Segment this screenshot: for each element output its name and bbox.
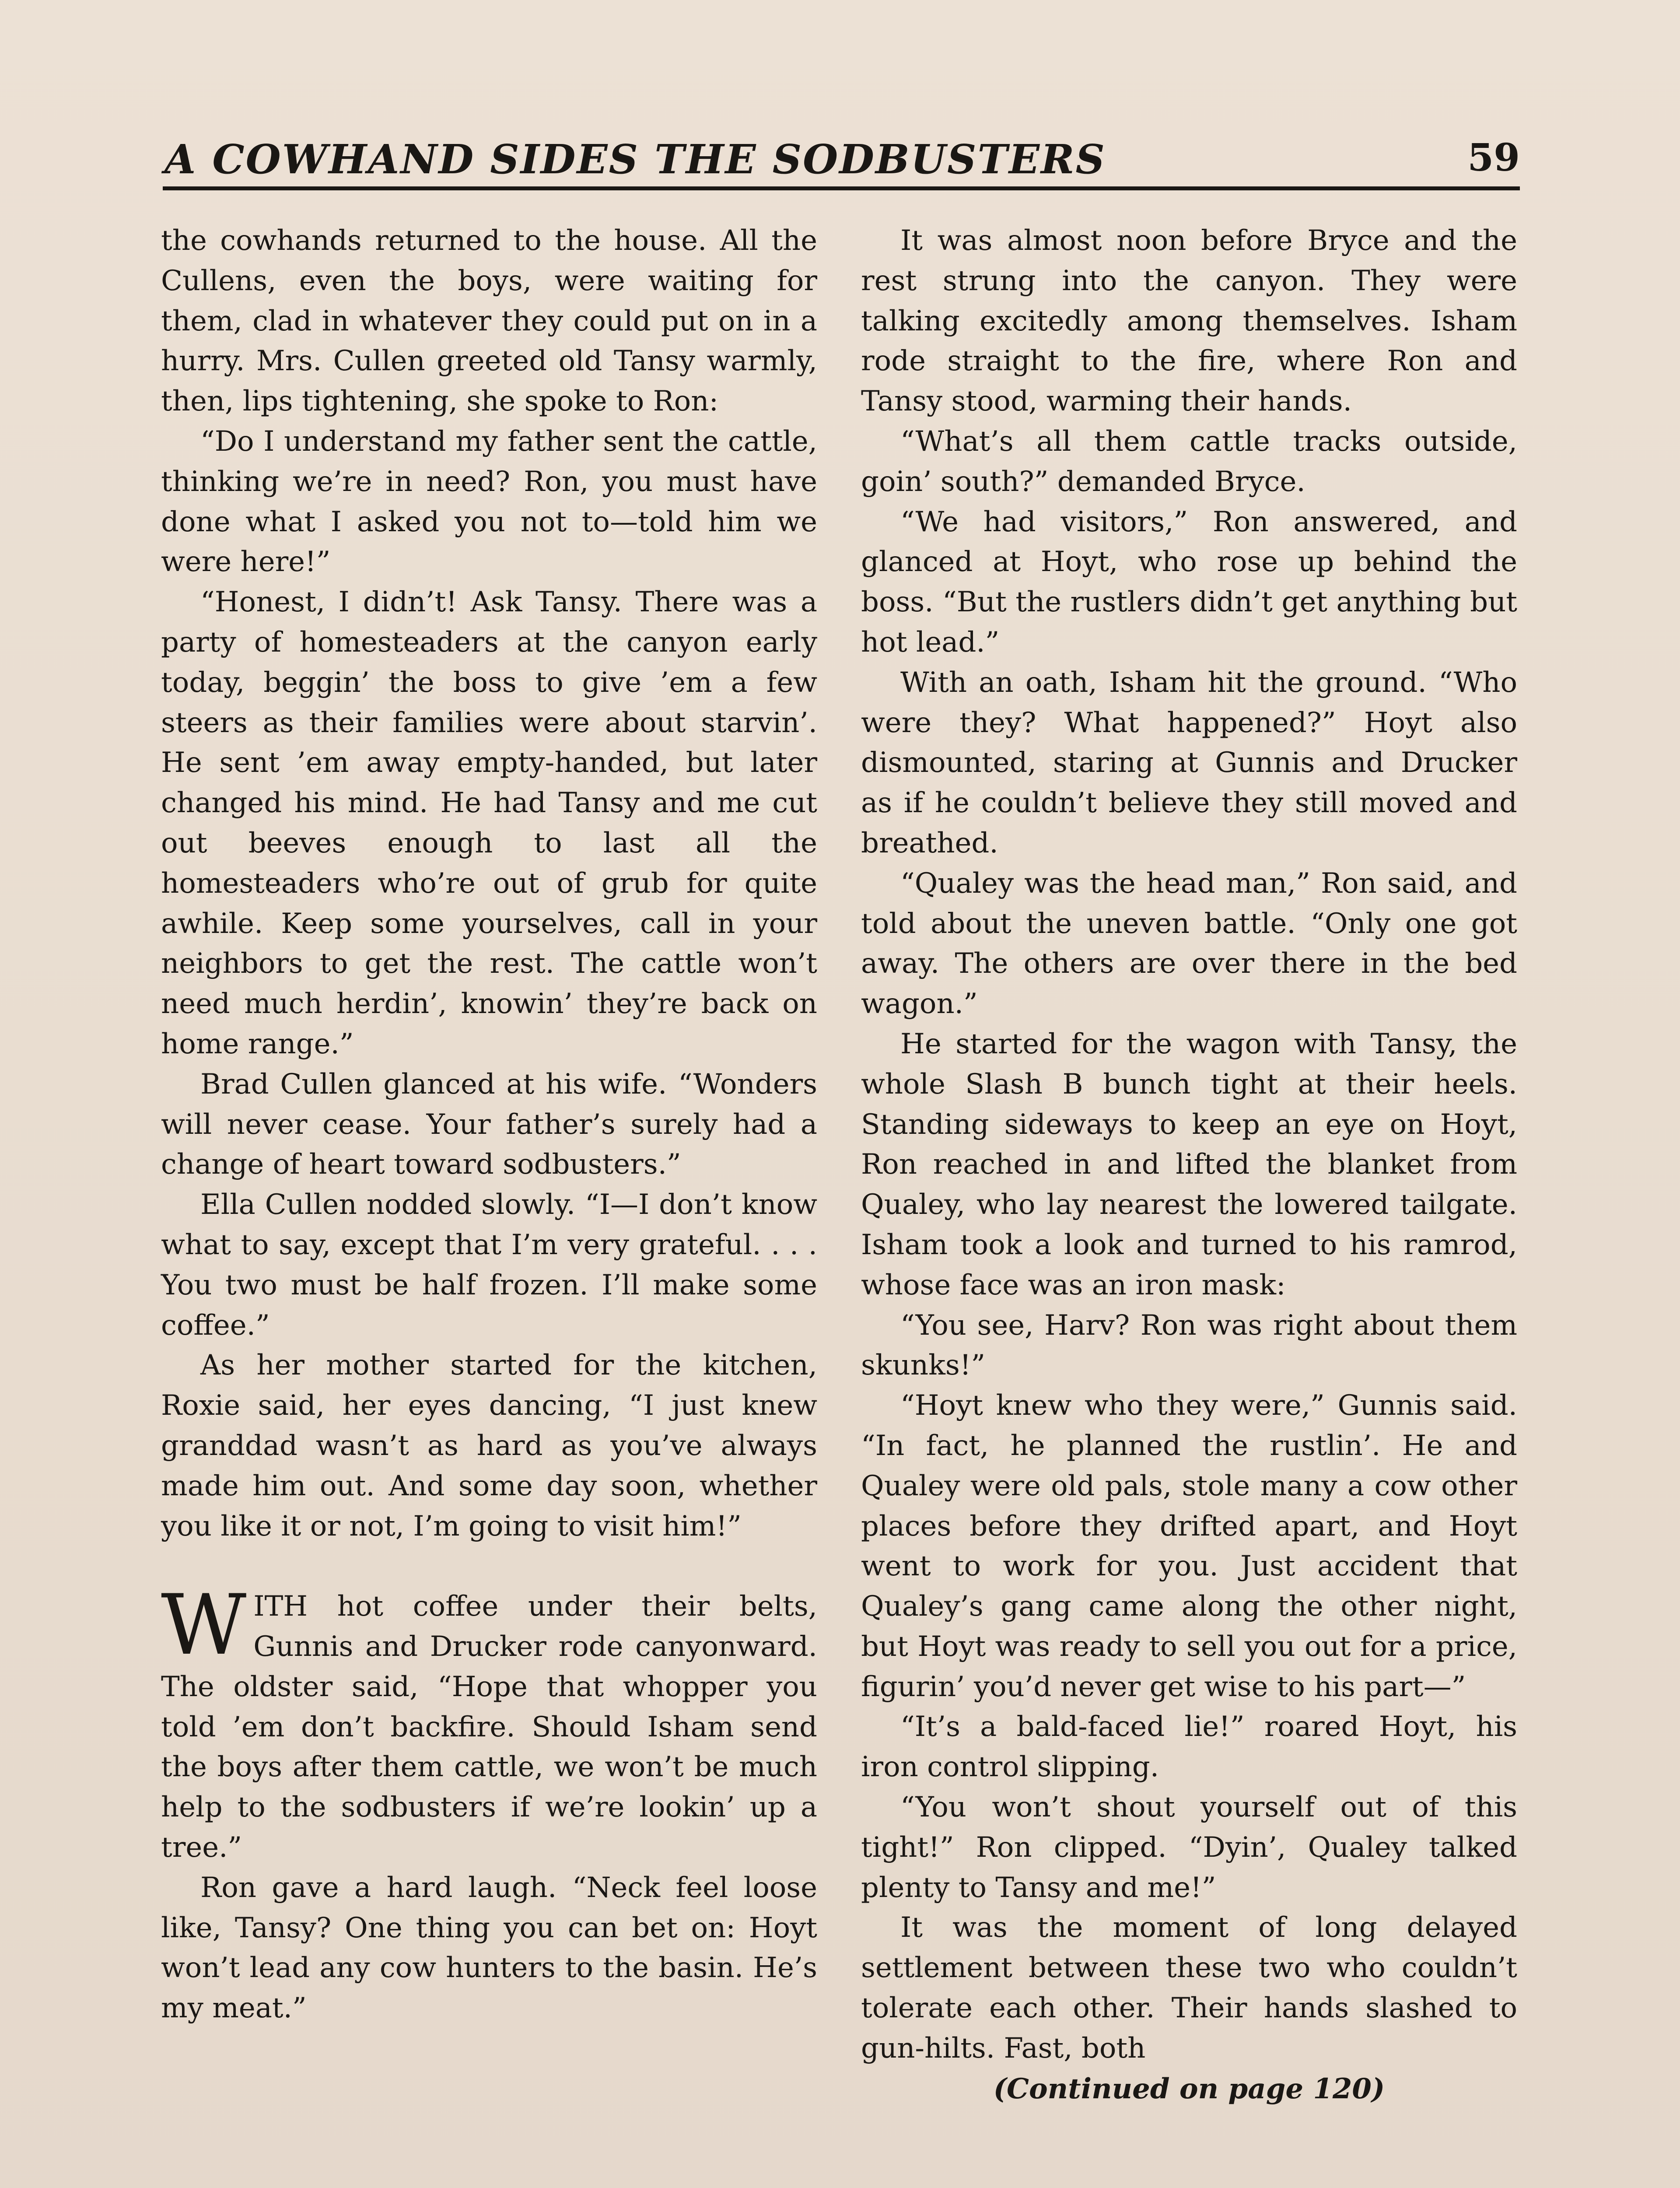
paragraph: With an oath, Isham hit the ground. “Who were they? What happened?” Hoyt also dismounted, staring at Gunnis and Drucker as if he couldn’t believe they still moved and breathed. (861, 666, 1517, 859)
paragraph: Ella Cullen nodded slowly. “I—I don’t know what to say, except that I’m very grateful. . . . You two must be half frozen. I’ll make some coffee.” (161, 1189, 817, 1342)
continued-note: (Continued on page 120) (993, 2072, 1385, 2105)
drop-cap: W (161, 1577, 247, 1674)
paragraph: Brad Cullen glanced at his wife. “Wonders will never cease. Your father’s surely had a change of heart toward sodbusters.” (161, 1068, 817, 1181)
story-title: A COWHAND SIDES THE SODBUSTERS (164, 136, 1106, 183)
paragraph: It was almost noon before Bryce and the rest strung into the canyon. They were talking excitedly among themselves. Isham rode straight to the fire, where Ron and Tansy stood, warming their hands. (861, 224, 1517, 418)
paragraph: It was the moment of long delayed settlement between these two who couldn’t tolerate each other. Their hands slashed to gun-hilts. Fast, both (861, 1911, 1517, 2065)
paragraph: the cowhands returned to the house. All the Cullens, even the boys, were waiting for them, clad in whatever they could put on in a hurry. Mrs. Cullen greeted old Tansy warmly, then, lips tightening, she spoke to Ron: (161, 224, 817, 418)
paragraph: As her mother started for the kitchen, Roxie said, her eyes dancing, “I just knew granddad wasn’t as hard as you’ve always made him out. And some day soon, whether you like it or not, I’m going to visit him!” (161, 1349, 817, 1543)
right-column (861, 221, 1517, 2109)
paragraph: “Hoyt knew who they were,” Gunnis said. “In fact, he planned the rustlin’. He and Qualey were old pals, stole many a cow other places before they drifted apart, and Hoyt went to work for you. Just accident that Qualey’s gang came along the other night, but Hoyt was ready to sell you out for a price, figurin’ you’d never get wise to his part—” (861, 1389, 1517, 1703)
paragraph: “We had visitors,” Ron answered, and glanced at Hoyt, who rose up behind the boss. “But the rustlers didn’t get anything but hot lead.” (861, 505, 1517, 659)
section-opening-paragraph (161, 1577, 817, 1868)
paragraph: “Do I understand my father sent the cattle, thinking we’re in need? Ron, you must have done what I asked you not to—told him we were here!” (161, 425, 817, 579)
left-column (161, 221, 817, 2029)
paragraph: “You see, Harv? Ron was right about them skunks!” (861, 1309, 1517, 1382)
paragraph: “You won’t shout yourself out of this tight!” Ron clipped. “Dyin’, Qualey talked plenty to Tansy and me!” (861, 1791, 1517, 1904)
page-number: 59 (1467, 136, 1520, 180)
running-header (163, 131, 1520, 193)
section-opening-text: ITH hot coffee under their belts, Gunnis and Drucker rode canyonward. The oldster said, “Hope that whopper you told ’em don’t backfire. Should Isham send the boys after them cattle, we won’t be much help to the sodbusters if we’re lookin’ up a tree.” (161, 1590, 817, 1864)
paragraph: Ron gave a hard laugh. “Neck feel loose like, Tansy? One thing you can bet on: Hoyt won’t lead any cow hunters to the basin. He’s my meat.” (161, 1871, 817, 2025)
header-rule (163, 186, 1520, 190)
paragraph: “What’s all them cattle tracks outside, goin’ south?” demanded Bryce. (861, 425, 1517, 498)
paragraph: “Qualey was the head man,” Ron said, and told about the uneven battle. “Only one got away. The others are over there in the bed wagon.” (861, 867, 1517, 1020)
paragraph: He started for the wagon with Tansy, the whole Slash B bunch tight at their heels. Standing sideways to keep an eye on Hoyt, Ron reached in and lifted the blanket from Qualey, who lay nearest the lowered tailgate. Isham took a look and turned to his ramrod, whose face was an iron mask: (861, 1027, 1517, 1301)
paragraph: “It’s a bald-faced lie!” roared Hoyt, his iron control slipping. (861, 1711, 1517, 1784)
paragraph: “Honest, I didn’t! Ask Tansy. There was a party of homesteaders at the canyon early today, beggin’ the boss to give ’em a few steers as their families were about starvin’. He sent ’em away empty-handed, but later changed his mind. He had Tansy and me cut out beeves enough to last all the homesteaders who’re out of grub for quite awhile. Keep some yourselves, call in your neighbors to get the rest. The cattle won’t need much herdin’, knowin’ they’re back on home range.” (161, 586, 817, 1060)
